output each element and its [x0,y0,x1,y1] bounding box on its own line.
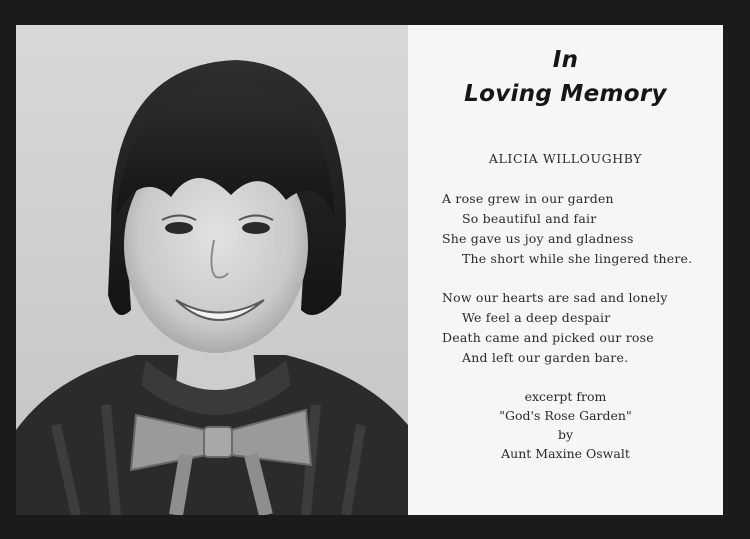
poem-line: The short while she lingered there. [462,251,693,266]
poem-line: And left our garden bare. [462,350,629,365]
poem-line: She gave us joy and gladness [442,231,634,246]
poem-line: A rose grew in our garden [442,191,614,206]
poem-line: Now our hearts are sad and lonely [442,290,668,305]
memorial-name: ALICIA WILLOUGHBY [488,151,643,166]
portrait-photo-icon [16,25,408,515]
poem-line: So beautiful and fair [462,211,597,226]
credit-excerpt-from: excerpt from [524,389,607,404]
credit-by: by [557,427,574,442]
memorial-card [16,25,723,515]
heading-in: In [552,47,579,73]
portrait-photo [16,25,408,515]
heading-loving-memory: Loving Memory [464,81,667,107]
poem-line: Death came and picked our rose [442,330,654,345]
memorial-text-panel [408,25,723,515]
credit-poem-title: "God's Rose Garden" [499,408,632,423]
poem-line: We feel a deep despair [462,310,611,325]
credit-author: Aunt Maxine Oswalt [501,446,630,461]
